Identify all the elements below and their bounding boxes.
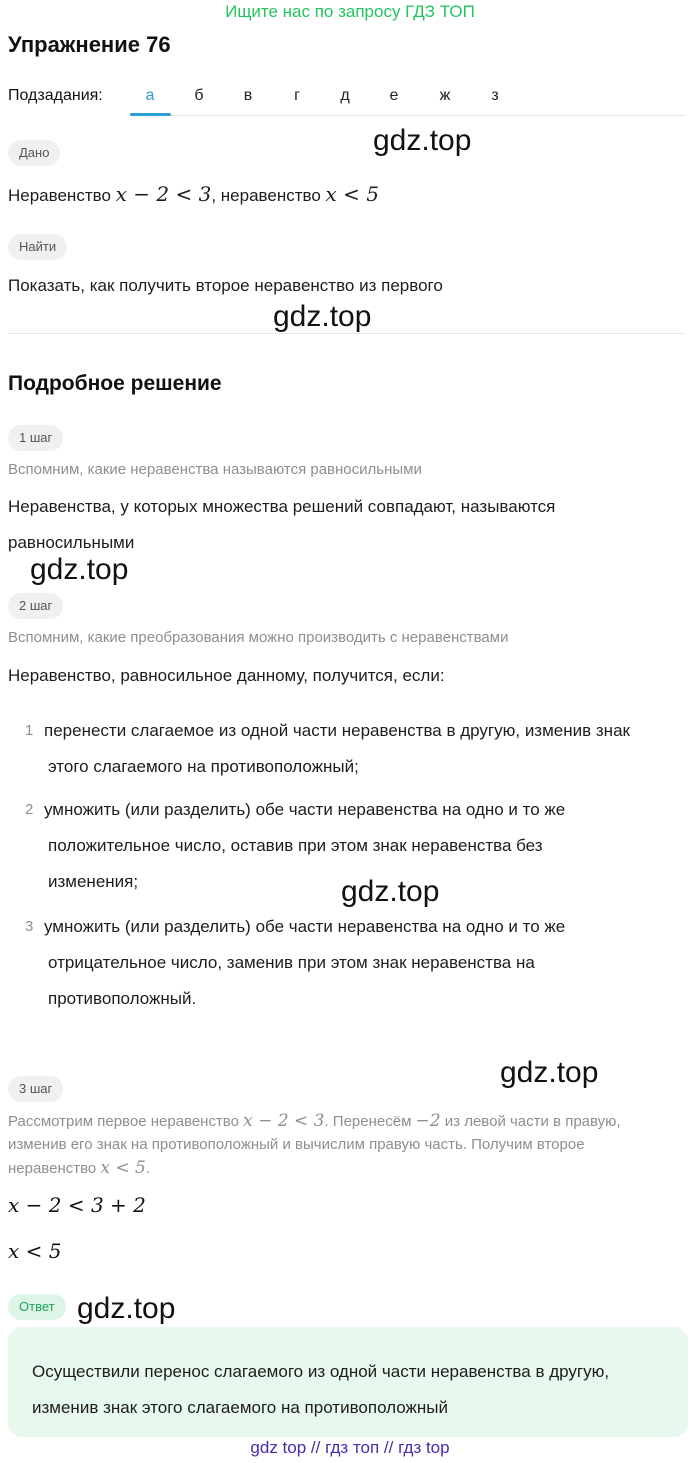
given-math-1: x − 2 < 3	[115, 182, 212, 206]
list-item: умножить (или разделить) обе части неравенства на одно и то же отрицательное число, заменив при этом знак неравенства на противоположный.	[44, 917, 566, 1008]
list-number: 3	[25, 918, 34, 935]
promo-banner: Ищите нас по запросу ГДЗ ТОП	[225, 2, 475, 21]
step3-badge: 3 шаг	[8, 1076, 63, 1102]
answer-text: Осуществили перенос слагаемого из одной части неравенства в другую, изменив знак этого слагаемого на противоположный	[32, 1362, 610, 1417]
watermark: gdz.top	[30, 553, 129, 586]
given-text: Неравенство x − 2 < 3, неравенство x < 5	[8, 182, 379, 206]
list-number: 1	[25, 722, 34, 739]
step1-badge: 1 шаг	[8, 425, 63, 451]
step3-para-line1: Рассмотрим первое неравенство x − 2 < 3. Перенесём −2 из левой части в правую,	[8, 1111, 621, 1131]
footer-links: gdz top // гдз топ // гдз top	[250, 1438, 450, 1457]
given-math-2: x < 5	[325, 182, 379, 206]
step1-line1: Неравенства, у которых множества решений совпадают, называются	[8, 497, 556, 516]
equation-1: x − 2 < 3 + 2	[8, 1193, 146, 1217]
list-item: перенести слагаемое из одной части неравенства в другую, изменив знак этого слагаемого на противоположный;	[44, 721, 630, 776]
tab-g[interactable]: г	[294, 87, 300, 104]
section-divider	[8, 333, 686, 334]
find-text: Показать, как получить второе неравенство из первого	[8, 276, 443, 295]
step1-hint: Вспомним, какие неравенства называются равносильными	[8, 461, 422, 478]
step3-para-line2: изменив его знак на противоположный и вычислим правую часть. Получим второе	[8, 1136, 585, 1153]
tab-b[interactable]: б	[194, 87, 204, 104]
tab-zh[interactable]: ж	[439, 87, 451, 104]
equation-2: x < 5	[8, 1239, 62, 1263]
watermark: gdz.top	[341, 875, 440, 908]
page-title: Упражнение 76	[8, 32, 171, 57]
tabs-divider	[130, 115, 686, 116]
given-badge: Дано	[8, 140, 60, 166]
step2-hint: Вспомним, какие преобразования можно производить с неравенствами	[8, 629, 509, 646]
find-badge: Найти	[8, 234, 67, 260]
list-item: умножить (или разделить) обе части неравенства на одно и то же положительное число, оставив при этом знак неравенства без изменения;	[44, 800, 566, 891]
tab-e[interactable]: е	[389, 87, 399, 104]
list-number: 2	[25, 801, 34, 818]
tab-d[interactable]: д	[340, 87, 350, 104]
step2-intro: Неравенство, равносильное данному, получится, если:	[8, 666, 445, 685]
step2-badge: 2 шаг	[8, 593, 63, 619]
tab-a[interactable]: а	[145, 87, 155, 104]
solution-title: Подробное решение	[8, 372, 222, 395]
subtasks-label: Подзадания:	[8, 87, 103, 104]
watermark: gdz.top	[273, 300, 372, 333]
tab-v[interactable]: в	[243, 87, 253, 104]
watermark: gdz.top	[500, 1056, 599, 1089]
watermark: gdz.top	[373, 124, 472, 157]
watermark: gdz.top	[77, 1292, 176, 1325]
step3-para-line3: неравенство x < 5.	[8, 1158, 151, 1178]
answer-badge: Ответ	[8, 1294, 66, 1320]
step1-line2: равносильными	[8, 533, 135, 552]
tab-z[interactable]: з	[491, 87, 499, 104]
active-tab-indicator	[130, 113, 171, 116]
